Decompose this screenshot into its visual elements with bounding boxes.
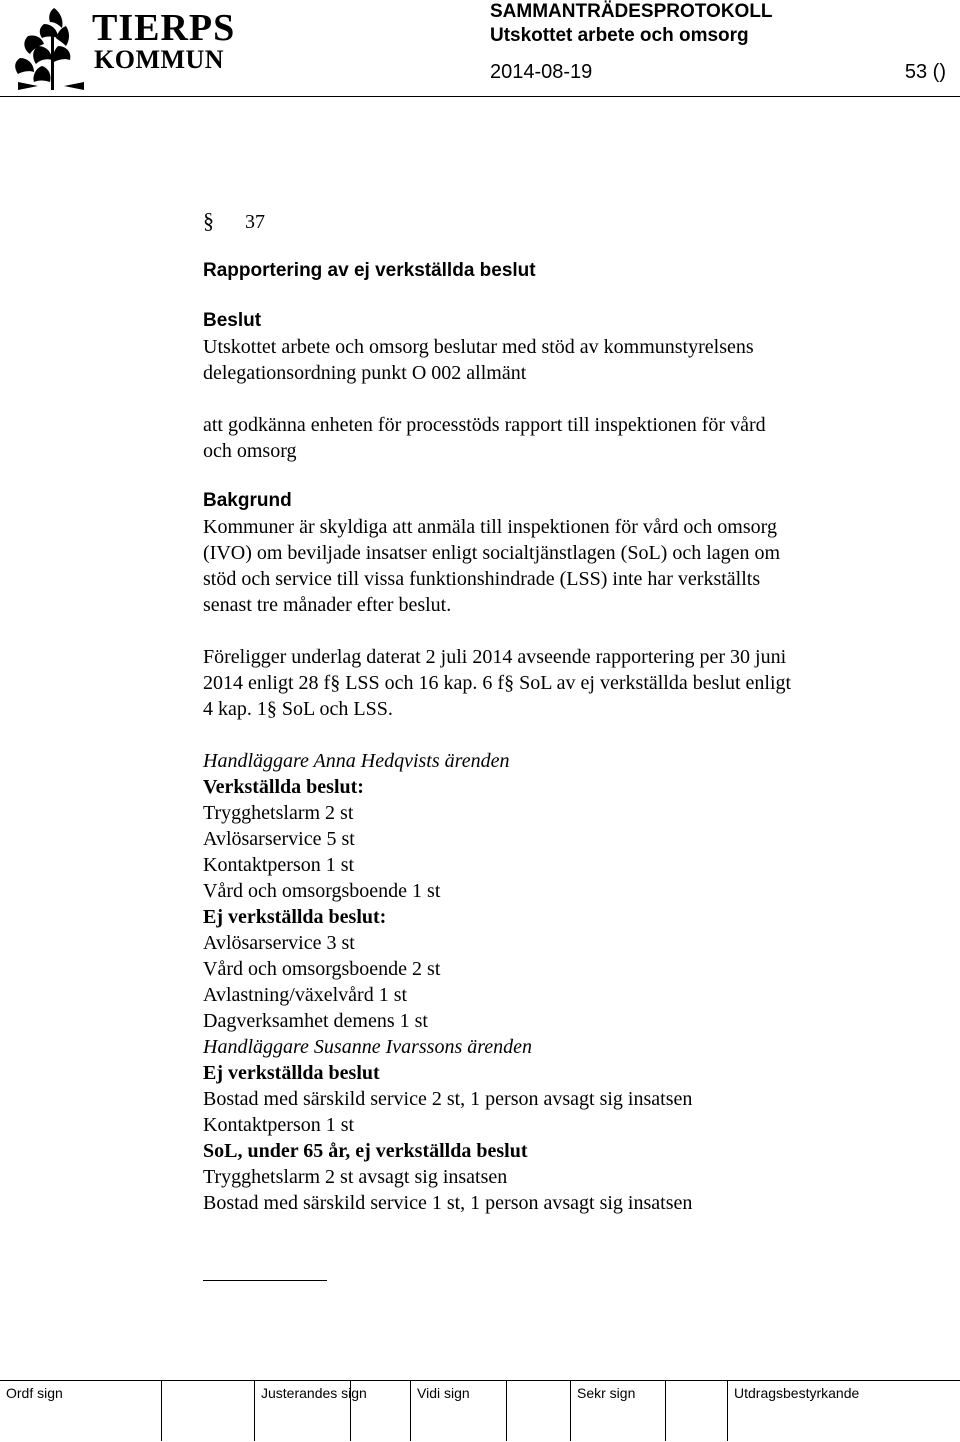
signature-blank-cell [506, 1381, 570, 1441]
section-number-row [203, 208, 923, 236]
header-divider [0, 96, 960, 97]
sekr-sign-label: Sekr sign [577, 1385, 636, 1401]
signature-blank-cell [161, 1381, 254, 1441]
executed-label: Verkställda beslut: [203, 776, 364, 798]
list-item: Kontaktperson 1 st [203, 1114, 355, 1136]
list-item: Vård och omsorgsboende 1 st [203, 880, 441, 902]
not-executed-label: Ej verkställda beslut: [203, 906, 387, 928]
signature-rule [203, 1280, 327, 1281]
vidi-sign-label: Vidi sign [417, 1385, 470, 1401]
background-line: Kommuner är skyldiga att anmäla till inspektionen för vård och omsorg [203, 516, 777, 538]
decision-line: Utskottet arbete och omsorg beslutar med stöd av kommunstyrelsens [203, 336, 754, 358]
utdragsbestyrkande-cell [727, 1381, 960, 1441]
background-label: Bakgrund [203, 490, 292, 511]
background-line: senast tre månader efter beslut. [203, 594, 452, 616]
list-item: Avlösarservice 3 st [203, 932, 355, 954]
background-line: stöd och service till vissa funktionshindrade (LSS) inte har verkställts [203, 568, 761, 590]
hop-emblem-icon [15, 8, 84, 90]
list-item: Trygghetslarm 2 st [203, 802, 354, 824]
decision-att-line: att godkänna enheten för processtöds rapport till inspektionen för vård [203, 414, 766, 436]
section-symbol: § [203, 208, 214, 233]
handler-heading: Handläggare Susanne Ivarssons ärenden [203, 1036, 533, 1058]
list-item: Dagverksamhet demens 1 st [203, 1010, 428, 1032]
logo-text-tierps: TIERPS [92, 7, 236, 49]
underlag-line: Föreligger underlag daterat 2 juli 2014 avseende rapportering per 30 juni [203, 646, 787, 668]
utdragsbestyrkande-label: Utdragsbestyrkande [734, 1385, 860, 1401]
decision-att-line: och omsorg [203, 440, 297, 462]
protocol-body [203, 208, 923, 1216]
justerandes-sign-label: Justerandes sign [261, 1385, 367, 1401]
list-item: Bostad med särskild service 2 st, 1 person avsagt sig insatsen [203, 1088, 693, 1110]
section-heading: Rapportering av ej verkställda beslut [203, 260, 536, 281]
ordf-sign-cell [0, 1381, 161, 1441]
signature-blank-cell [350, 1381, 410, 1441]
list-item: Avlastning/växelvård 1 st [203, 984, 408, 1006]
page-number: 53 () [904, 61, 946, 83]
signature-blank-cell [665, 1381, 727, 1441]
not-executed-label: Ej verkställda beslut [203, 1062, 380, 1084]
vidi-sign-cell [410, 1381, 506, 1441]
decision-label: Beslut [203, 310, 262, 331]
signature-table [0, 1380, 960, 1441]
background-line: (IVO) om beviljade insatser enligt socialtjänstlagen (SoL) och lagen om [203, 542, 781, 564]
document-title: SAMMANTRÄDESPROTOKOLL [490, 1, 773, 22]
list-item: Bostad med särskild service 1 st, 1 person avsagt sig insatsen [203, 1192, 693, 1214]
underlag-line: 4 kap. 1§ SoL och LSS. [203, 698, 393, 720]
ordf-sign-label: Ordf sign [6, 1385, 63, 1401]
sol-label: SoL, under 65 år, ej verkställda beslut [203, 1140, 528, 1162]
list-item: Vård och omsorgsboende 2 st [203, 958, 441, 980]
section-number: 37 [245, 211, 265, 233]
underlag-line: 2014 enligt 28 f§ LSS och 16 kap. 6 f§ SoL av ej verkställda beslut enligt [203, 672, 792, 694]
handler-heading: Handläggare Anna Hedqvists ärenden [203, 750, 510, 772]
municipality-logo [8, 2, 238, 94]
decision-line: delegationsordning punkt O 002 allmänt [203, 362, 527, 384]
list-item: Kontaktperson 1 st [203, 854, 355, 876]
list-item: Trygghetslarm 2 st avsagt sig insatsen [203, 1166, 508, 1188]
list-item: Avlösarservice 5 st [203, 828, 355, 850]
meeting-date: 2014-08-19 [490, 61, 593, 83]
sekr-sign-cell [570, 1381, 665, 1441]
committee-name: Utskottet arbete och omsorg [490, 25, 749, 46]
justerandes-sign-cell [254, 1381, 367, 1441]
logo-text-kommun: KOMMUN [94, 45, 225, 74]
